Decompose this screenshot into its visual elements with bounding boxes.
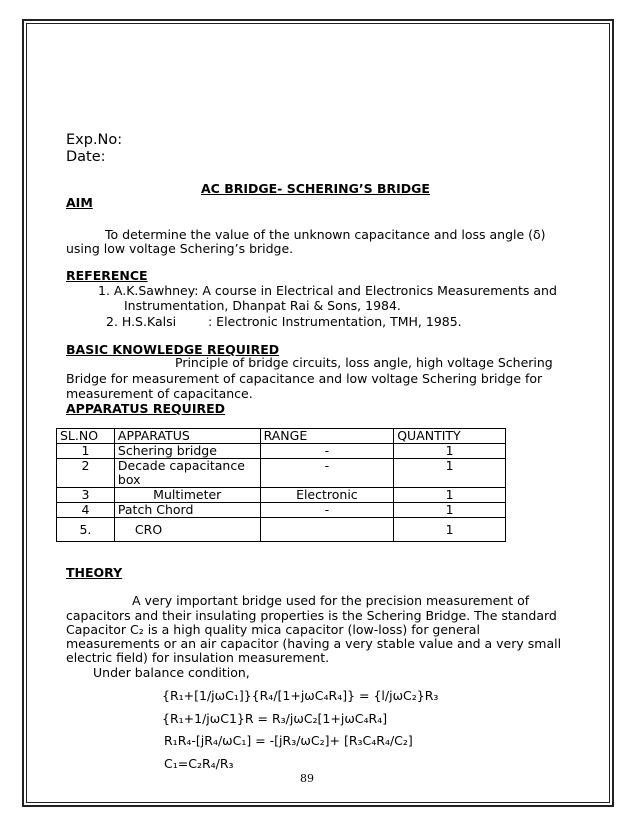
theory-line4: measurements or an air capacitor (having a very stable value and a very small — [66, 636, 562, 651]
cell-apparatus: Decade capacitance box — [114, 459, 260, 488]
cell-slno: 5. — [57, 518, 115, 542]
reference-item-2-author: 2. H.S.Kalsi — [106, 314, 177, 329]
col-header-apparatus: APPARATUS — [114, 429, 260, 444]
equation-4: C₁=C₂R₄/R₃ — [164, 756, 234, 771]
reference-item-1-cont: Instrumentation, Dhanpat Rai & Sons, 1984. — [124, 298, 401, 313]
cell-range — [260, 518, 394, 542]
apparatus-heading: APPARATUS REQUIRED — [66, 401, 226, 416]
cell-apparatus: Patch Chord — [114, 503, 260, 518]
aim-text-line2: using low voltage Schering’s bridge. — [66, 241, 294, 256]
reference-heading: REFERENCE — [66, 268, 148, 283]
table-row — [57, 503, 506, 518]
page-title: AC BRIDGE- SCHERING’S BRIDGE — [201, 181, 430, 196]
page-number: 89 — [300, 772, 314, 785]
cell-quantity: 1 — [394, 518, 506, 542]
basic-knowledge-heading: BASIC KNOWLEDGE REQUIRED — [66, 342, 280, 357]
equation-2: {R₁+1/jωC1}R = R₃/jωC₂[1+jωC₄R₄] — [162, 711, 388, 726]
theory-line1: A very important bridge used for the precision measurement of — [132, 593, 530, 608]
date-label: Date: — [66, 149, 106, 165]
cell-slno: 3 — [57, 488, 115, 503]
cell-quantity: 1 — [394, 459, 506, 488]
col-header-quantity: QUANTITY — [394, 429, 506, 444]
cell-range: Electronic — [260, 488, 394, 503]
table-row — [57, 518, 506, 542]
equation-1: {R₁+[1/jωC₁]}{R₄/[1+jωC₄R₄]} = {l/jωC₂}R₃ — [162, 688, 439, 703]
basic-knowledge-line2: Bridge for measurement of capacitance and low voltage Schering bridge for — [66, 371, 543, 386]
aim-text-line1: To determine the value of the unknown capacitance and loss angle (δ) — [105, 227, 546, 242]
reference-item-1: 1. A.K.Sawhney: A course in Electrical and Electronics Measurements and — [98, 283, 557, 298]
cell-slno: 1 — [57, 444, 115, 459]
cell-range: - — [260, 503, 394, 518]
cell-range: - — [260, 444, 394, 459]
balance-condition-label: Under balance condition, — [93, 665, 250, 680]
table-row — [57, 488, 506, 503]
cell-quantity: 1 — [394, 488, 506, 503]
basic-knowledge-line3: measurement of capacitance. — [66, 386, 253, 401]
cell-apparatus: Schering bridge — [114, 444, 260, 459]
cell-quantity: 1 — [394, 503, 506, 518]
aim-heading: AIM — [66, 195, 93, 210]
theory-line3: Capacitor C₂ is a high quality mica capacitor (low-loss) for general — [66, 622, 480, 637]
cell-apparatus: Multimeter — [114, 488, 260, 503]
col-header-slno: SL.NO — [57, 429, 115, 444]
theory-line5: electric field) for insulation measurement. — [66, 650, 330, 665]
col-header-range: RANGE — [260, 429, 394, 444]
cell-apparatus: CRO — [114, 518, 260, 542]
theory-heading: THEORY — [66, 565, 123, 580]
cell-quantity: 1 — [394, 444, 506, 459]
table-header-row — [57, 429, 506, 444]
table-row — [57, 444, 506, 459]
table-row — [57, 459, 506, 488]
reference-item-2-title: : Electronic Instrumentation, TMH, 1985. — [208, 314, 462, 329]
cell-range: - — [260, 459, 394, 488]
cell-slno: 4 — [57, 503, 115, 518]
theory-line2: capacitors and their insulating properties is the Schering Bridge. The standard — [66, 608, 557, 623]
apparatus-table — [56, 428, 506, 542]
cell-slno: 2 — [57, 459, 115, 488]
basic-knowledge-line1: Principle of bridge circuits, loss angle, high voltage Schering — [175, 355, 553, 370]
exp-no-label: Exp.No: — [66, 132, 123, 148]
equation-3: R₁R₄-[jR₄/ωC₁] = -[jR₃/ωC₂]+ [R₃C₄R₄/C₂] — [164, 733, 413, 748]
